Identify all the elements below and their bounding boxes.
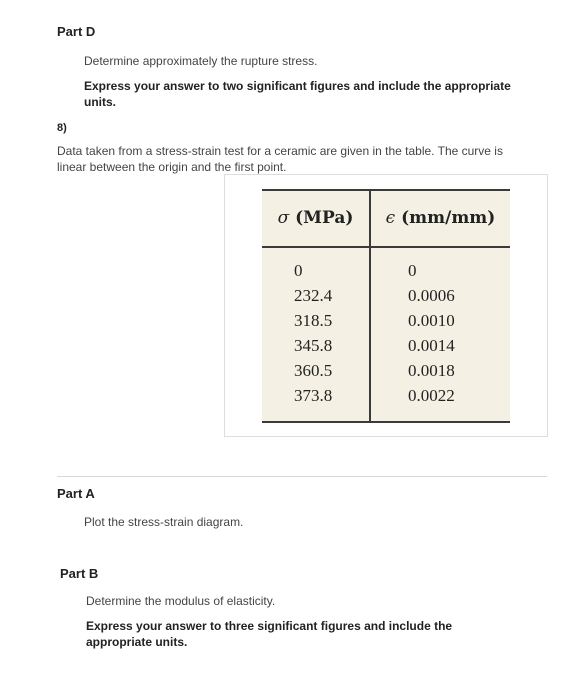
strain-cell: 0.0018 xyxy=(408,361,455,380)
strain-cell: 0.0006 xyxy=(408,286,455,305)
epsilon-symbol: ϵ xyxy=(385,208,396,228)
stress-unit-label: (MPa) xyxy=(289,208,354,228)
sigma-symbol: σ xyxy=(277,208,290,228)
strain-column xyxy=(408,258,455,408)
stress-cell: 373.8 xyxy=(294,386,333,405)
part-b-instruction-line2: appropriate units. xyxy=(86,635,188,649)
stress-cell: 345.8 xyxy=(294,336,333,355)
part-b-instruction-line1: Express your answer to three significant figures and include the xyxy=(86,619,453,633)
table-header-rule xyxy=(262,246,510,248)
question-number: 8) xyxy=(57,122,67,134)
table-header-stress xyxy=(262,191,369,246)
section-divider xyxy=(57,476,547,477)
stress-cell: 0 xyxy=(294,261,303,280)
strain-cell: 0 xyxy=(408,261,417,280)
stress-cell: 318.5 xyxy=(294,311,333,330)
question-text-line1: Data taken from a stress-strain test for a ceramic are given in the table. The curve is xyxy=(57,144,503,158)
part-b-prompt: Determine the modulus of elasticity. xyxy=(86,594,276,608)
part-a-prompt: Plot the stress-strain diagram. xyxy=(84,515,244,529)
part-d-instruction-line2: units. xyxy=(84,95,116,109)
part-d-prompt: Determine approximately the rupture stress. xyxy=(84,54,318,68)
stress-cell: 232.4 xyxy=(294,286,333,305)
strain-cell: 0.0022 xyxy=(408,386,455,405)
question-text-line2: linear between the origin and the first point. xyxy=(57,160,287,174)
stress-strain-table xyxy=(262,189,510,423)
part-d-instruction xyxy=(84,78,511,110)
strain-cell: 0.0014 xyxy=(408,336,455,355)
part-b-instruction xyxy=(86,618,452,650)
stress-cell: 360.5 xyxy=(294,361,333,380)
part-a-heading: Part A xyxy=(57,486,95,501)
strain-cell: 0.0010 xyxy=(408,311,455,330)
stress-column xyxy=(294,258,332,408)
table-column-divider xyxy=(369,191,371,421)
part-d-heading: Part D xyxy=(57,24,96,39)
stress-strain-table-figure xyxy=(224,174,548,437)
part-d-instruction-line1: Express your answer to two significant figures and include the appropriate xyxy=(84,79,511,93)
part-b-heading: Part B xyxy=(60,566,99,581)
strain-unit-label: (mm/mm) xyxy=(395,208,496,228)
table-header-strain xyxy=(371,191,510,246)
question-text xyxy=(57,143,503,175)
